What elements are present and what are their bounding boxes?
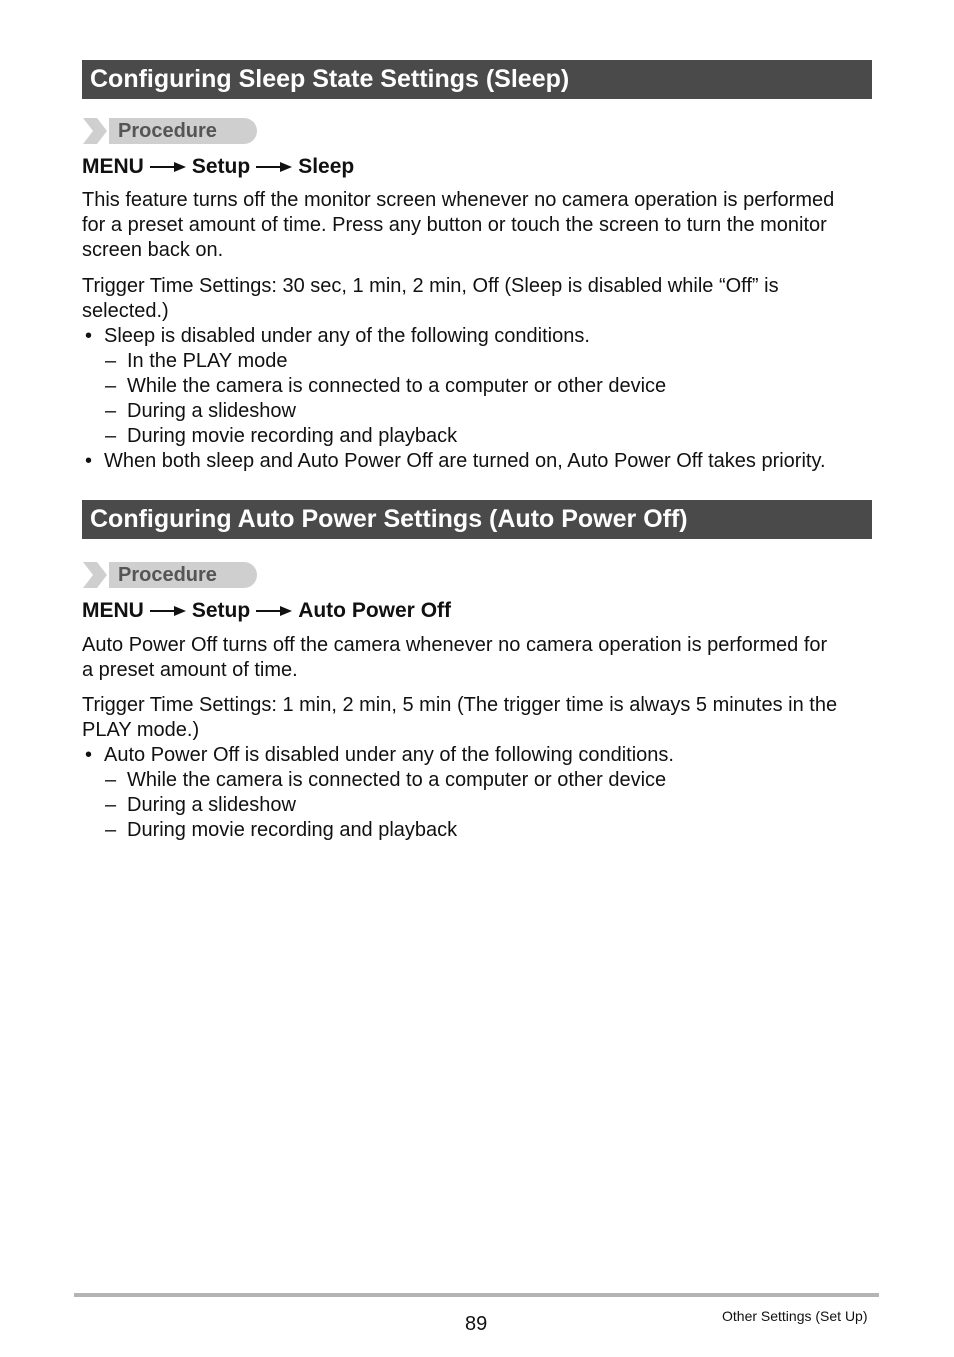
bullet-text: Auto Power Off is disabled under any of the following conditions. [104,744,674,766]
bullet-text: When both sleep and Auto Power Off are turned on, Auto Power Off takes priority. [104,450,826,472]
procedure-badge [83,118,257,144]
path-setup: Setup [191,155,251,178]
description-line: Auto Power Off turns off the camera whenever no camera operation is performed for [82,634,828,656]
condition-item: In the PLAY mode [127,350,288,372]
condition-item: During movie recording and playback [127,425,458,447]
dash-icon: – [105,375,117,397]
path-menu: MENU [82,155,144,178]
footer-divider [74,1293,879,1297]
section-title-auto-power-off: Configuring Auto Power Settings (Auto Power Off) [82,500,872,539]
procedure-label: Procedure [118,120,217,142]
dash-icon: – [105,819,117,841]
trigger-settings-line: Trigger Time Settings: 1 min, 2 min, 5 min (The trigger time is always 5 minutes in the [82,694,838,716]
chevron-right-icon [83,562,109,588]
bullet-icon: • [85,744,93,766]
bullet-icon: • [85,325,93,347]
trigger-settings-line: PLAY mode.) [82,719,200,741]
footer-section-name: Other Settings (Set Up) [722,1308,868,1324]
condition-item: During a slideshow [127,794,296,816]
dash-icon: – [105,769,117,791]
path-setup: Setup [191,599,251,622]
dash-icon: – [105,350,117,372]
condition-item: While the camera is connected to a computer or other device [127,769,667,791]
description-line: a preset amount of time. [82,659,298,681]
dash-icon: – [105,425,117,447]
chevron-right-icon [83,118,109,144]
arrow-right-icon [256,605,292,617]
path-auto-power-off: Auto Power Off [298,599,452,622]
description-line: for a preset amount of time. Press any button or touch the screen to turn the monitor [82,214,827,236]
trigger-settings-line: Trigger Time Settings: 30 sec, 1 min, 2 min, Off (Sleep is disabled while “Off” is [82,275,779,297]
bullet-icon: • [85,450,93,472]
path-sleep: Sleep [298,155,355,178]
description-line: This feature turns off the monitor screen whenever no camera operation is performed [82,189,835,211]
procedure-badge [83,562,257,588]
menu-path [82,598,451,624]
menu-path [82,154,354,180]
condition-item: While the camera is connected to a computer or other device [127,375,667,397]
procedure-label: Procedure [118,564,217,586]
bullet-text: Sleep is disabled under any of the following conditions. [104,325,590,347]
arrow-right-icon [150,161,186,173]
dash-icon: – [105,400,117,422]
description-line: screen back on. [82,239,224,261]
arrow-right-icon [150,605,186,617]
condition-item: During movie recording and playback [127,819,458,841]
trigger-settings-line: selected.) [82,300,169,322]
condition-item: During a slideshow [127,400,296,422]
dash-icon: – [105,794,117,816]
path-menu: MENU [82,599,144,622]
page-number: 89 [465,1313,488,1335]
section-title-sleep: Configuring Sleep State Settings (Sleep) [82,60,872,99]
arrow-right-icon [256,161,292,173]
